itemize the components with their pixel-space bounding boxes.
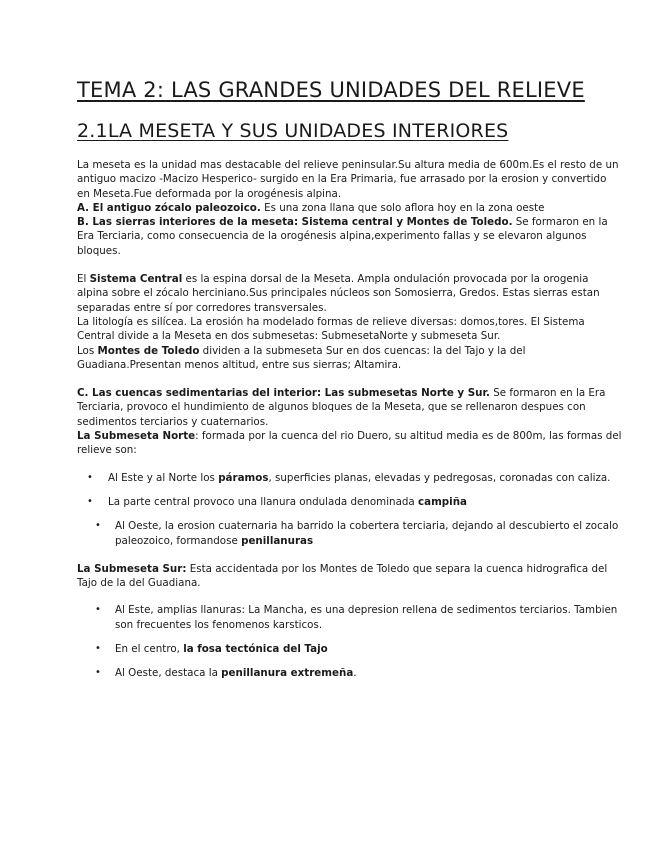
bullet-icon: •: [95, 667, 101, 679]
point-c-paragraph: [77, 386, 622, 429]
list-item-bold: campiña: [418, 495, 467, 508]
list-item-text: Al Este y al Norte los: [108, 471, 219, 484]
submeseta-sur-bold: La Submeseta Sur:: [77, 562, 187, 575]
point-a-paragraph: [77, 201, 622, 215]
point-a-text: Es una zona llana que solo aflora hoy en la zona oeste: [260, 201, 545, 214]
montes-text: dividen a la submeseta Sur en dos cuencas: la del Tajo y la del Guadiana.Presentan menos altitud, entre sus sierras; Altamira.: [77, 344, 526, 371]
list-item-bold: páramos: [218, 471, 269, 484]
montes-bold: Montes de Toledo: [97, 344, 200, 357]
point-c-text: Se formaron en la Era Terciaria, provoco el hundimiento de algunos bloques de la Meseta, que se rellenaron despues con sedimentos terciarios y cuaternarios.: [77, 387, 606, 428]
point-b-label: B. Las sierras interiores de la meseta: Sistema central y Montes de Toledo.: [77, 216, 513, 229]
section-title: 2.1LA MESETA Y SUS UNIDADES INTERIORES: [77, 120, 509, 142]
bullet-icon: •: [87, 471, 93, 483]
list-item: [77, 519, 622, 548]
list-item-text: La parte central provoco una llanura ondulada denominada: [108, 495, 419, 508]
sistema-central-pre: El: [77, 273, 90, 286]
document-title: TEMA 2: LAS GRANDES UNIDADES DEL RELIEVE: [77, 78, 585, 102]
sistema-central-paragraph: [77, 272, 622, 315]
submeseta-sur-text: Esta accidentada por los Montes de Toledo que separa la cuenca hidrografica del Tajo de la del Guadiana.: [77, 562, 608, 590]
sistema-central-text: es la espina dorsal de la Meseta. Ampla ondulación provocada por la orogenia alpina sobre el zócalo herciniano.Sus principales núcleos son Somosierra, Gredos. Estas sierras estan separadas entre sí por corredores transversales.: [77, 273, 600, 314]
list-item-text-end: .: [353, 667, 357, 680]
list-item-text: En el centro,: [115, 643, 184, 656]
point-a-label: A. El antiguo zócalo paleozoico.: [77, 201, 261, 214]
submeseta-norte-text: : formada por la cuenca del rio Duero, su altitud media es de 800m, las formas del relieve son:: [77, 430, 622, 457]
sur-list: [77, 603, 622, 680]
sistema-central-bold: Sistema Central: [89, 273, 183, 286]
point-b-paragraph: [77, 215, 622, 258]
list-item: [77, 666, 622, 680]
list-item-bold: penillanura extremeña: [221, 667, 354, 680]
point-b-text: Se formaron en la Era Terciaria, como consecuencia de la orogénesis alpina,experimento fallas y se elevaron algunos bloques.: [77, 216, 608, 257]
intro-paragraph: La meseta es la unidad mas destacable del relieve peninsular.Su altura media de 600m.Es el resto de un antiguo macizo -Macizo Hesperico- surgido en la Era Primaria, fue arrasado por la erosion y convertido en Meseta.Fue deformada por la orogénesis alpina.: [77, 159, 619, 200]
list-item-text-end: , superficies planas, elevadas y pedregosas, coronadas con caliza.: [268, 471, 611, 484]
list-item-bold: penillanuras: [241, 534, 314, 547]
bullet-icon: •: [87, 495, 93, 507]
submeseta-norte-paragraph: [77, 429, 622, 458]
list-item: [77, 495, 622, 509]
list-item-text: Al Este, amplias llanuras: La Mancha, es una depresion rellena de sedimentos terciarios. Tambien son frecuentes los fenomenos karsticos.: [115, 604, 618, 631]
norte-list: [77, 471, 622, 548]
submeseta-sur-paragraph: [77, 562, 622, 591]
montes-pre: Los: [77, 344, 98, 357]
litologia-paragraph: La litología es silícea. La erosión ha modelado formas de relieve diversas: domos,tores. El Sistema Central divide a la Meseta en dos submesetas: SubmesetaNorte y submeseta Sur.: [77, 315, 585, 343]
document-page: [77, 77, 622, 681]
list-item: [77, 603, 622, 632]
point-c-label: C. Las cuencas sedimentarias del interior: Las submesetas Norte y Sur.: [77, 387, 490, 400]
list-item-text: Al Oeste, la erosion cuaternaria ha barrido la cobertera terciaria, dejando al descubierto el zocalo paleozoico, formandose: [115, 520, 619, 547]
list-item-text: Al Oeste, destaca la: [115, 667, 222, 680]
montes-paragraph: [77, 344, 622, 373]
submeseta-norte-bold: La Submeseta Norte: [77, 430, 196, 443]
list-item-bold: la fosa tectónica del Tajo: [183, 643, 328, 656]
bullet-icon: •: [95, 520, 101, 532]
list-item: [77, 471, 622, 485]
list-item: [77, 642, 622, 656]
bullet-icon: •: [95, 643, 101, 655]
bullet-icon: •: [95, 604, 101, 616]
